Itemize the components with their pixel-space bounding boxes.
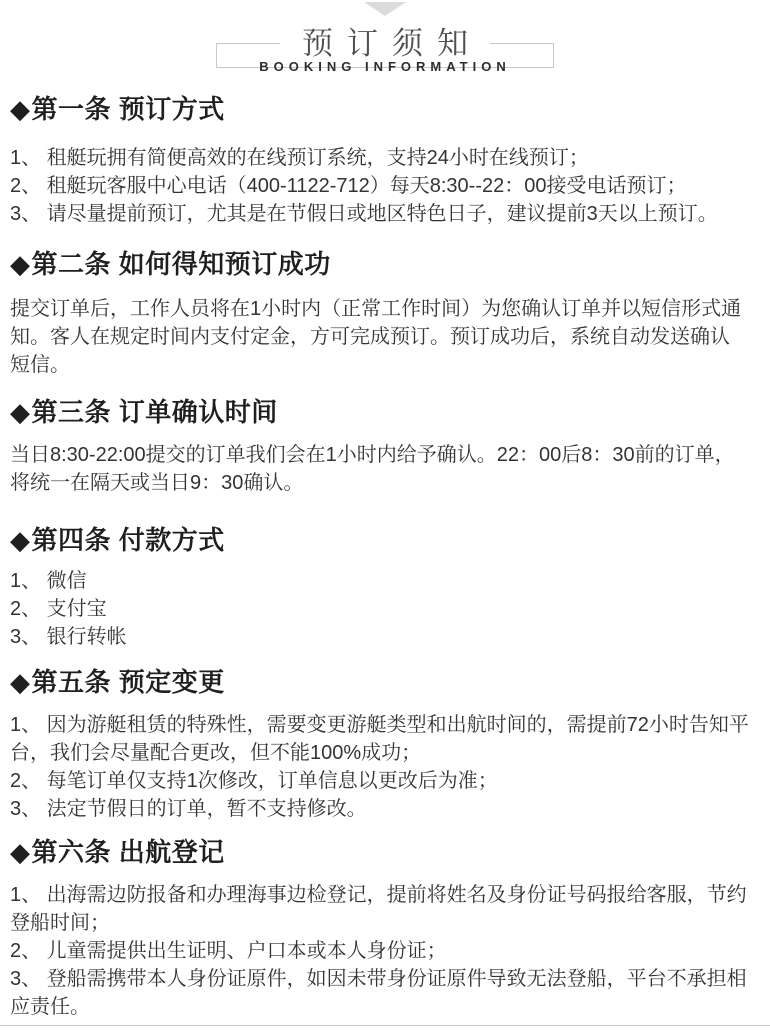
section-heading [10, 397, 760, 427]
section-body-text: 1、 出海需边防报备和办理海事边检登记，提前将姓名及身份证号码报给客服，节约 登船时间； 2、 儿童需提供出生证明、户口本或本人身份证； 3、 登船需携带本人身份证原件，如因未带身份证原件导致无法登船，平台不承担相 应责任。 [10, 884, 747, 1018]
notice-section [10, 667, 760, 823]
section-body-text: 当日8:30-22:00提交的订单我们会在1小时内给予确认。22：00后8：30前的订单， 将统一在隔天或当日9：30确认。 [10, 444, 735, 494]
section-body-text: 提交订单后，工作人员将在1小时内（正常工作时间）为您确认订单并以短信形式通 知。客人在规定时间内支付定金，方可完成预订。预订成功后，系统自动发送确认 短信。 [10, 298, 742, 376]
diamond-bullet-icon: ◆ [10, 249, 31, 279]
section-heading [10, 249, 760, 279]
notice-section [10, 249, 760, 379]
section-heading-label: 第六条 出航登记 [31, 837, 225, 867]
section-body-text: 1、 因为游艇租赁的特殊性，需要变更游艇类型和出航时间的，需提前72小时告知平 台，我们会尽量配合更改，但不能100%成功； 2、 每笔订单仅支持1次修改，订单信息以更改后为准； 3、 法定节假日的订单，暂不支持修改。 [10, 714, 749, 820]
section-heading [10, 525, 760, 555]
section-heading-label: 第三条 订单确认时间 [31, 397, 278, 427]
notice-section [10, 837, 760, 1021]
section-body-text: 1、 租艇玩拥有简便高效的在线预订系统，支持24小时在线预订； 2、 租艇玩客服中心电话（400-1122-712）每天8:30--22：00接受电话预订； 3、 请尽量提前预订，尤其是在节假日或地区特色日子，建议提前3天以上预订。 [10, 147, 718, 225]
notice-section [10, 397, 760, 497]
section-heading [10, 94, 760, 124]
section-heading-label: 第二条 如何得知预订成功 [31, 249, 331, 279]
section-heading [10, 667, 760, 697]
page-subtitle: BOOKING INFORMATION [259, 59, 511, 75]
triangle-down-icon [364, 2, 406, 16]
diamond-bullet-icon: ◆ [10, 397, 31, 427]
section-heading-label: 第一条 预订方式 [31, 94, 225, 124]
diamond-bullet-icon: ◆ [10, 837, 31, 867]
section-body-text: 1、 微信 2、 支付宝 3、 银行转帐 [10, 570, 127, 648]
notice-sections [10, 94, 760, 1021]
page-title: 预订须知 [280, 26, 490, 62]
header-banner [216, 26, 554, 75]
section-heading-label: 第五条 预定变更 [31, 667, 225, 697]
notice-section [10, 94, 760, 228]
diamond-bullet-icon: ◆ [10, 525, 31, 555]
diamond-bullet-icon: ◆ [10, 94, 31, 124]
notice-section [10, 525, 760, 651]
diamond-bullet-icon: ◆ [10, 667, 31, 697]
bottom-divider [0, 1025, 770, 1026]
section-heading-label: 第四条 付款方式 [31, 525, 225, 555]
section-heading [10, 837, 760, 867]
